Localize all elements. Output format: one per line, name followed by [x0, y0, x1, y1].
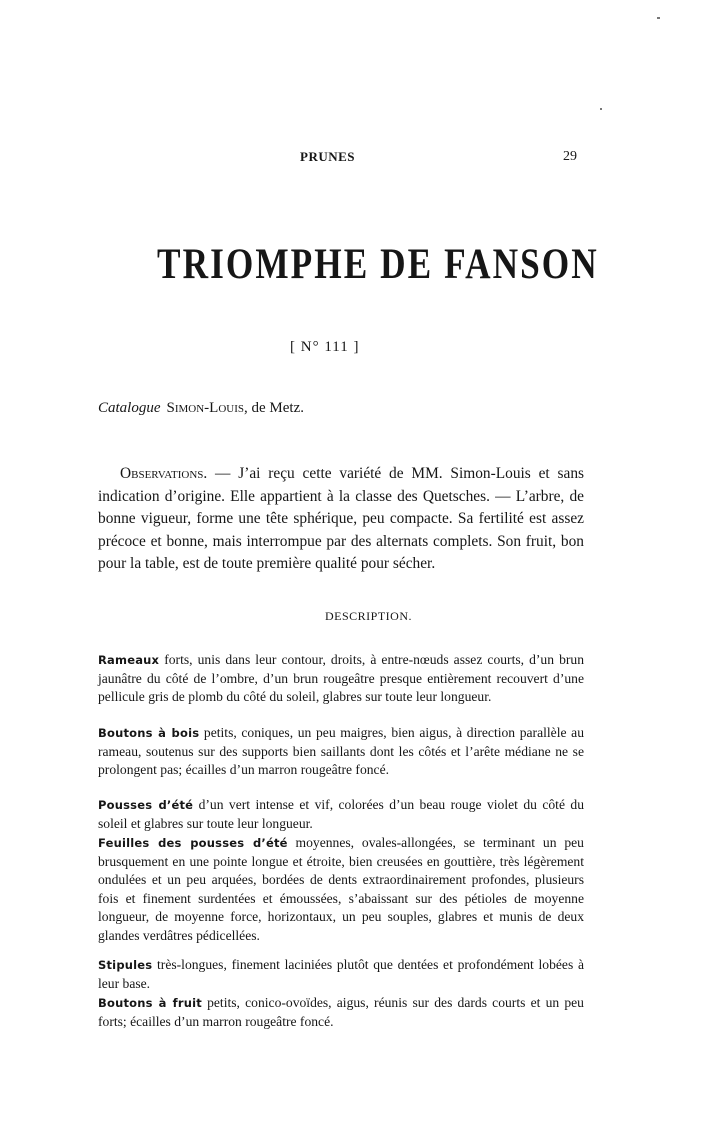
entry-term: Boutons à bois	[98, 726, 200, 740]
description-entry-boutons-a-fruit	[98, 994, 584, 1036]
running-title: PRUNES	[300, 149, 356, 164]
scan-speck	[657, 17, 660, 19]
entry-term: Boutons à fruit	[98, 996, 202, 1010]
page-title: TRIOMPHE DE FANSON	[157, 241, 599, 288]
entry-term: Feuilles des pousses d’été	[98, 836, 288, 850]
page-number: 29	[563, 149, 577, 164]
entry-text: très-longues, finement laciniées plutôt que dentées et profondément lobées à leur base.	[98, 957, 584, 991]
observations-text: — J’ai reçu cette variété de MM. Simon-Louis et sans indication d’origine. Elle appartient à la classe des Quetsches. — L’arbre, de bonne vigueur, forme une tête sphérique, peu compacte. Sa fertilité est assez précoce et bonne, mais interrompue par des alternats complets. Son fruit, bon pour la table, est de toute première qualité pour sécher.	[98, 465, 584, 572]
entry-text: moyennes, ovales-allongées, se terminant un peu brusquement en une pointe longue et étroite, bien creusées en gouttière, très légèrement ondulées et un peu arquées, bordées de dents extraordinairement profondes, plusieurs fois et finement surdentées et émoussées, s’abaissant sur des pétioles de moyenne longueur, de moyenne force, horizontaux, un peu souples, glabres et munis de deux glandes verdâtres pédicellées.	[98, 835, 584, 943]
running-head	[0, 149, 707, 169]
observations-lead: Observations.	[120, 465, 208, 482]
description-entry-boutons-a-bois	[98, 724, 584, 785]
catalogue-source: Simon-Louis	[166, 400, 244, 416]
entry-text: petits, conico-ovoïdes, aigus, réunis sur des dards courts et un peu forts; écailles d’un marron rougeâtre foncé.	[98, 995, 584, 1029]
entry-term: Rameaux	[98, 653, 160, 667]
catalogue-location: , de Metz.	[244, 400, 304, 416]
entry-text: petits, coniques, un peu maigres, bien aigus, à direction parallèle au rameau, soutenus sur des supports bien saillants dont les côtés et l’arête médiane ne se prolongent pas; écailles d’un marron rougeâtre foncé.	[98, 725, 584, 778]
description-entry-rameaux	[98, 651, 584, 712]
variety-number: [ N° 111 ]	[290, 339, 360, 355]
observations-paragraph	[98, 463, 584, 576]
catalogue-reference	[98, 400, 304, 417]
description-entry-pousses-d-ete	[98, 796, 584, 838]
entry-text: d’un vert intense et vif, colorées d’un beau rouge violet du côté du soleil et glabres sur toute leur longueur.	[98, 797, 584, 831]
description-entry-feuilles	[98, 834, 584, 951]
entry-term: Pousses d’été	[98, 798, 194, 812]
description-entry-stipules	[98, 956, 584, 998]
entry-term: Stipules	[98, 958, 153, 972]
description-heading: DESCRIPTION.	[324, 609, 412, 623]
scan-speck	[600, 108, 602, 110]
entry-text: forts, unis dans leur contour, droits, à entre-nœuds assez courts, d’un brun jaunâtre du côté de l’ombre, d’un brun rougeâtre presque entièrement recouvert d’une pellicule gris de plomb du côté du soleil, glabres sur toute leur longueur.	[98, 652, 584, 705]
catalogue-label: Catalogue	[98, 400, 161, 416]
